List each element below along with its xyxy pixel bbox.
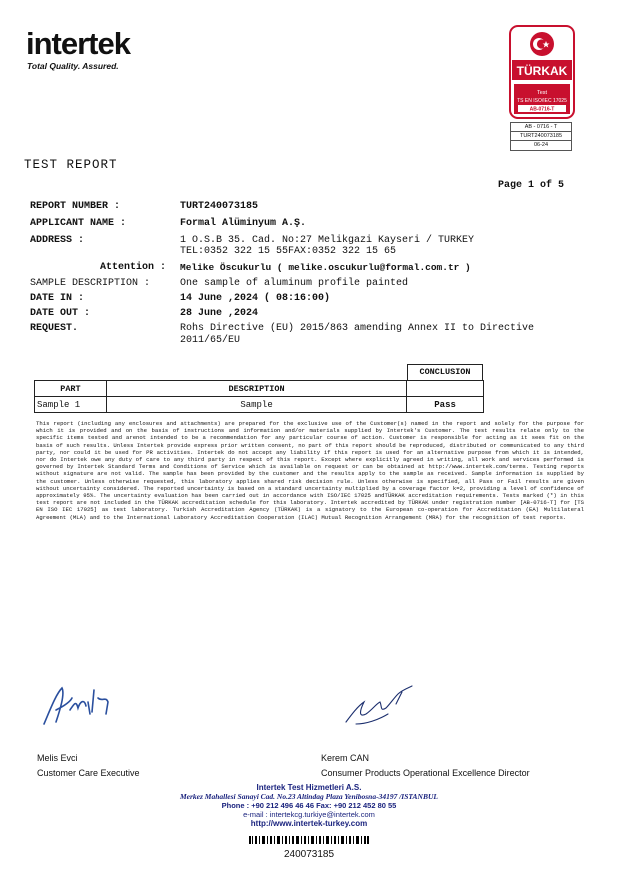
date-in-label: DATE IN : <box>30 293 85 304</box>
applicant-label: APPLICANT NAME : <box>30 218 127 229</box>
request-label: REQUEST. <box>30 323 79 334</box>
disclaimer-text: This report (including any enclosures and attachments) are prepared for the exclusive use of the Customer(s) named in the report and solely for the purpose for which it is provided and on the basis of instructions and information and/or materials supplied by Intertek's Customer. The test results relate only to the specific items tested and arenot intended to be a recommendation for any particular course of action. Customer is responsible for acting as it sees fit on the basis of such results. Unless Intertek provide express prior written consent, no part of this report should be reproduced, distributed or communicated to any third party, nor could it be used for PR activities. Intertek do not accept any liability if this report is used for an alternative purpose from which it is intended, nor do Intertek owe any duty of care to any third party in respect of this report. Except where explicitly agreed in writing, all work and services performed is governed by Intertek Standard Terms and Conditions of Service which is available on request or can be obtained at http://www.intertek.com/terms. Testing reports without signature are not valid. The sample has been provided by the customer and the results apply to the sample as received. Sample information is supplied by the customer. Unless otherwise requested, this laboratory applies shared risk decision rule. Unless otherwise is specified, all Pass or Fail results are given without uncertainty considered. The reported uncertainty is based on a standard uncertainty multiplied by a coverage factor k=2, providing a level of confidence of approximately 95%. The uncertainty evaluation has been carried out in accordance with ISO/IEC 17025 andTÜRKAK accreditation requirements. Tests marked (*) in this test report are not included in the TÜRKAK accreditation schedule for this laboratory. Intertek accredited by TÜRKAK under registration number [AB-0716-T] for [TS EN ISO IEC 17025] as test laboratory. Turkish Accreditation Agency (TÜRKAK) is a signatory to the European co-operation for Accreditation (EA) Multilateral Agreement (MLA) and to the International Laboratory Accreditation Cooperation (ILAC) Mutual Recognition Arrangement (MRA) for the recognition of test reports. <box>36 420 584 521</box>
page-title: TEST REPORT <box>24 158 118 172</box>
signature-left-image <box>36 680 126 730</box>
attention-value: Melike Öscukurlu ( melike.oscukurlu@formal.com.tr ) <box>180 262 471 273</box>
sample-description-label: SAMPLE DESCRIPTION : <box>30 278 151 289</box>
badge-line-1: Test <box>536 90 548 96</box>
barcode-image <box>249 836 369 844</box>
address-label: ADDRESS : <box>30 235 85 246</box>
logo-tagline: Total Quality. Assured. <box>27 61 119 71</box>
results-table <box>34 380 484 413</box>
row-description: Sample <box>106 397 406 413</box>
report-number-value: TURT240073185 <box>180 201 259 212</box>
intertek-logo: intertek <box>26 26 130 61</box>
table-row <box>35 397 484 413</box>
date-out-label: DATE OUT : <box>30 308 91 319</box>
date-in-value: 14 June ,2024 ( 08:16:00) <box>180 293 331 304</box>
signatory-left-name: Melis Evci <box>37 753 78 763</box>
row-part: Sample 1 <box>35 397 107 413</box>
table-header-row <box>35 381 484 397</box>
footer-phone: Phone : +90 212 496 46 46 Fax: +90 212 452 80 55 <box>221 801 397 810</box>
address-line-2: TEL:0352 322 15 55FAX:0352 322 15 65 <box>180 246 397 257</box>
part-column-header: PART <box>35 381 107 397</box>
address-line-1: 1 O.S.B 35. Cad. No:27 Melikgazi Kayseri / TURKEY <box>180 235 475 246</box>
badge-name: TÜRKAK <box>516 64 568 78</box>
report-number-label: REPORT NUMBER : <box>30 201 121 212</box>
signature-right-image <box>336 684 426 732</box>
badge-line-2: TS EN ISO/IEC 17025 <box>517 98 567 104</box>
signatory-left-title: Customer Care Executive <box>37 768 140 778</box>
conclusion-header: CONCLUSION <box>407 364 483 381</box>
attention-label: Attention : <box>100 262 167 273</box>
footer-address: Merkez Mahallesi Sanayi Cad. No.23 Altindag Plaza Yenibosna-34197 /ISTANBUL <box>180 792 438 801</box>
signatory-right-name: Kerem CAN <box>321 753 370 763</box>
conclusion-column-spacer <box>407 381 484 397</box>
date-code: 06-24 <box>533 142 549 148</box>
footer-company: Intertek Test Hizmetleri A.S. <box>256 783 362 792</box>
accreditation-code: AB - 0716 - T <box>511 123 571 132</box>
applicant-value: Formal Alüminyum A.Ş. <box>180 218 307 229</box>
footer-website[interactable]: http://www.intertek-turkey.com <box>250 819 368 828</box>
signatory-right-title: Consumer Products Operational Excellence Director <box>321 768 530 778</box>
report-code: TURT240073185 <box>511 132 571 141</box>
page-number: Page 1 of 5 <box>498 180 565 191</box>
date-out-value: 28 June ,2024 <box>180 308 259 319</box>
description-column-header: DESCRIPTION <box>106 381 406 397</box>
accreditation-code-box <box>510 122 572 151</box>
turkak-accreditation-badge <box>508 24 576 120</box>
sample-description-value: One sample of aluminum profile painted <box>180 278 409 289</box>
footer <box>0 783 618 860</box>
request-line-1: Rohs Directive (EU) 2015/863 amending Annex II to Directive <box>180 323 535 334</box>
badge-line-3: AB-0716-T <box>529 106 555 113</box>
row-conclusion: Pass <box>407 397 484 413</box>
footer-email: e-mail : intertekcg.turkiye@intertek.com <box>243 810 375 819</box>
barcode-number: 240073185 <box>283 849 335 860</box>
request-line-2: 2011/65/EU <box>180 335 241 346</box>
